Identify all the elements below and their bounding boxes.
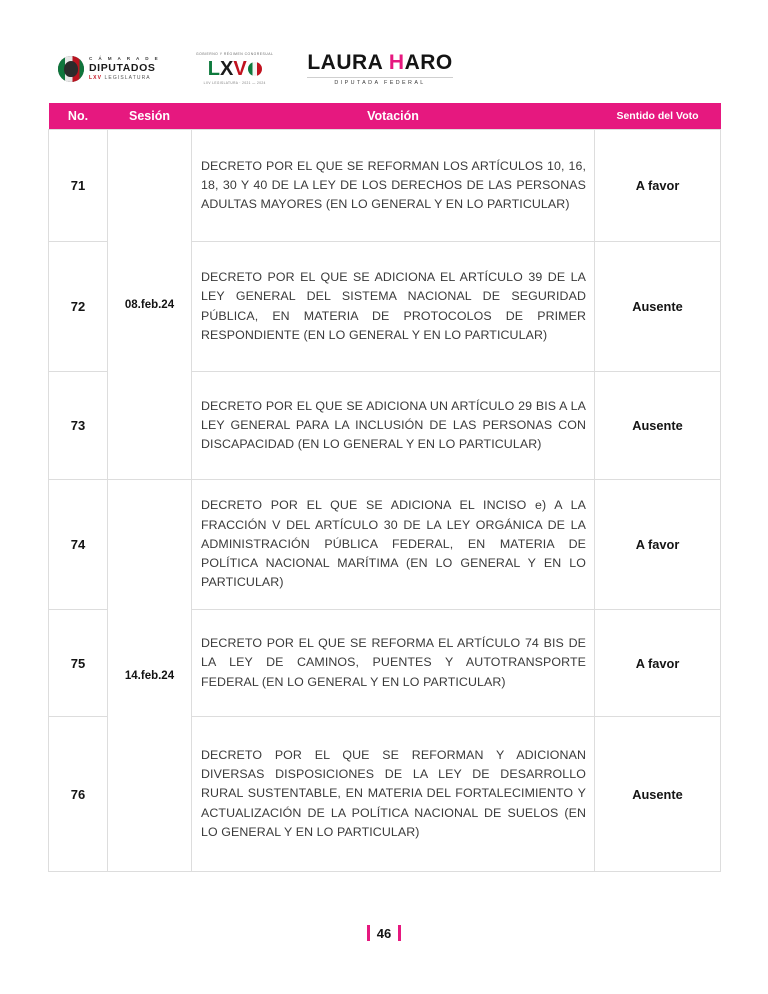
laura-haro-name: [307, 52, 452, 73]
mexican-eagle-seal-icon: [58, 56, 84, 82]
column-header-sesion: Sesión: [108, 103, 192, 130]
lxv-legislatura-logo: [196, 53, 273, 85]
laura-name-h: H: [388, 50, 405, 74]
page-number: 46: [376, 925, 392, 941]
lxv-letter-v: V: [233, 57, 246, 80]
page-footer: [0, 925, 768, 941]
camara-logo-line3: [89, 76, 160, 81]
table-row: [49, 130, 721, 242]
camara-logo-lxv: LXV: [89, 74, 103, 81]
cell-sentido-del-voto: A favor: [595, 610, 721, 717]
laura-haro-logo: [307, 52, 452, 86]
camara-logo-legislatura: LEGISLATURA: [104, 74, 151, 81]
lxv-logo-main: [208, 59, 262, 79]
mexican-flag-circle-icon: [248, 62, 262, 76]
column-header-votacion: Votación: [192, 103, 595, 130]
cell-sentido-del-voto: A favor: [595, 130, 721, 242]
cell-sesion: 08.feb.24: [108, 130, 192, 480]
footer-right-bar-icon: [398, 925, 401, 941]
cell-no: 71: [49, 130, 108, 242]
table-header: [49, 103, 721, 130]
camara-logo-line1: C Á M A R A D E: [89, 56, 161, 62]
cell-sentido-del-voto: Ausente: [595, 372, 721, 480]
camara-logo-line2: DIPUTADOS: [89, 62, 156, 75]
votaciones-table: [48, 103, 721, 872]
cell-votacion: DECRETO POR EL QUE SE REFORMAN Y ADICIONAN DIVERSAS DISPOSICIONES DE LA LEY DE DESARROLLO RURAL SUSTENTABLE, EN MATERIA DEL FORTALECIMIENTO Y ACTUALIZACIÓN DE LA POLÍTICA NACIONAL DE SUELOS (EN LO GENERAL Y EN LO PARTICULAR): [192, 717, 595, 872]
laura-name-part1: LAURA: [307, 50, 389, 74]
cell-sentido-del-voto: Ausente: [595, 717, 721, 872]
cell-no: 74: [49, 480, 108, 610]
camara-de-diputados-logo: [58, 56, 160, 82]
cell-sentido-del-voto: Ausente: [595, 242, 721, 372]
cell-sentido-del-voto: A favor: [595, 480, 721, 610]
cell-votacion: DECRETO POR EL QUE SE ADICIONA EL INCISO e) A LA FRACCIÓN V DEL ARTÍCULO 30 DE LA LEY ORGÁNICA DE LA ADMINISTRACIÓN PÚBLICA FEDERAL, EN MATERIA DE POLÍTICA NACIONAL MARÍTIMA (EN LO GENERAL Y EN LO PARTICULAR): [192, 480, 595, 610]
cell-votacion: DECRETO POR EL QUE SE ADICIONA UN ARTÍCULO 29 BIS A LA LEY GENERAL PARA LA INCLUSIÓN DE LAS PERSONAS CON DISCAPACIDAD (EN LO GENERAL Y EN LO PARTICULAR): [192, 372, 595, 480]
cell-no: 76: [49, 717, 108, 872]
cell-no: 72: [49, 242, 108, 372]
cell-votacion: DECRETO POR EL QUE SE REFORMAN LOS ARTÍCULOS 10, 16, 18, 30 Y 40 DE LA LEY DE LOS DERECHOS DE LAS PERSONAS ADULTAS MAYORES (EN LO GENERAL Y EN LO PARTICULAR): [192, 130, 595, 242]
cell-sesion: 14.feb.24: [108, 480, 192, 872]
column-header-sentido: Sentido del Voto: [595, 103, 721, 130]
laura-name-part2: ARO: [404, 50, 453, 74]
lxv-letter-l: L: [207, 57, 219, 80]
camara-logo-text: [89, 57, 160, 80]
footer-left-bar-icon: [367, 925, 370, 941]
lxv-logo-top-text: GOBIERNO Y RÉGIMEN CONGRESUAL: [196, 52, 274, 57]
logo-bar: [48, 46, 720, 92]
table-body: [49, 130, 721, 872]
table-row: [49, 480, 721, 610]
lxv-logo-bottom-text: LXV LEGISLATURA · 2021 — 2024: [203, 80, 266, 85]
cell-no: 73: [49, 372, 108, 480]
cell-votacion: DECRETO POR EL QUE SE REFORMA EL ARTÍCULO 74 BIS DE LA LEY DE CAMINOS, PUENTES Y AUTOTRANSPORTE FEDERAL (EN LO GENERAL Y EN LO PARTICULAR): [192, 610, 595, 717]
lxv-letter-x: X: [219, 57, 233, 80]
cell-votacion: DECRETO POR EL QUE SE ADICIONA EL ARTÍCULO 39 DE LA LEY GENERAL DEL SISTEMA NACIONAL DE SEGURIDAD PÚBLICA, EN MATERIA DE PROTOCOLOS DE PRIMER RESPONDIENTE (EN LO GENERAL Y EN LO PARTICULAR): [192, 242, 595, 372]
cell-no: 75: [49, 610, 108, 717]
column-header-no: No.: [49, 103, 108, 130]
table-header-row: [49, 103, 721, 130]
laura-haro-subtitle: DIPUTADA FEDERAL: [307, 77, 452, 86]
